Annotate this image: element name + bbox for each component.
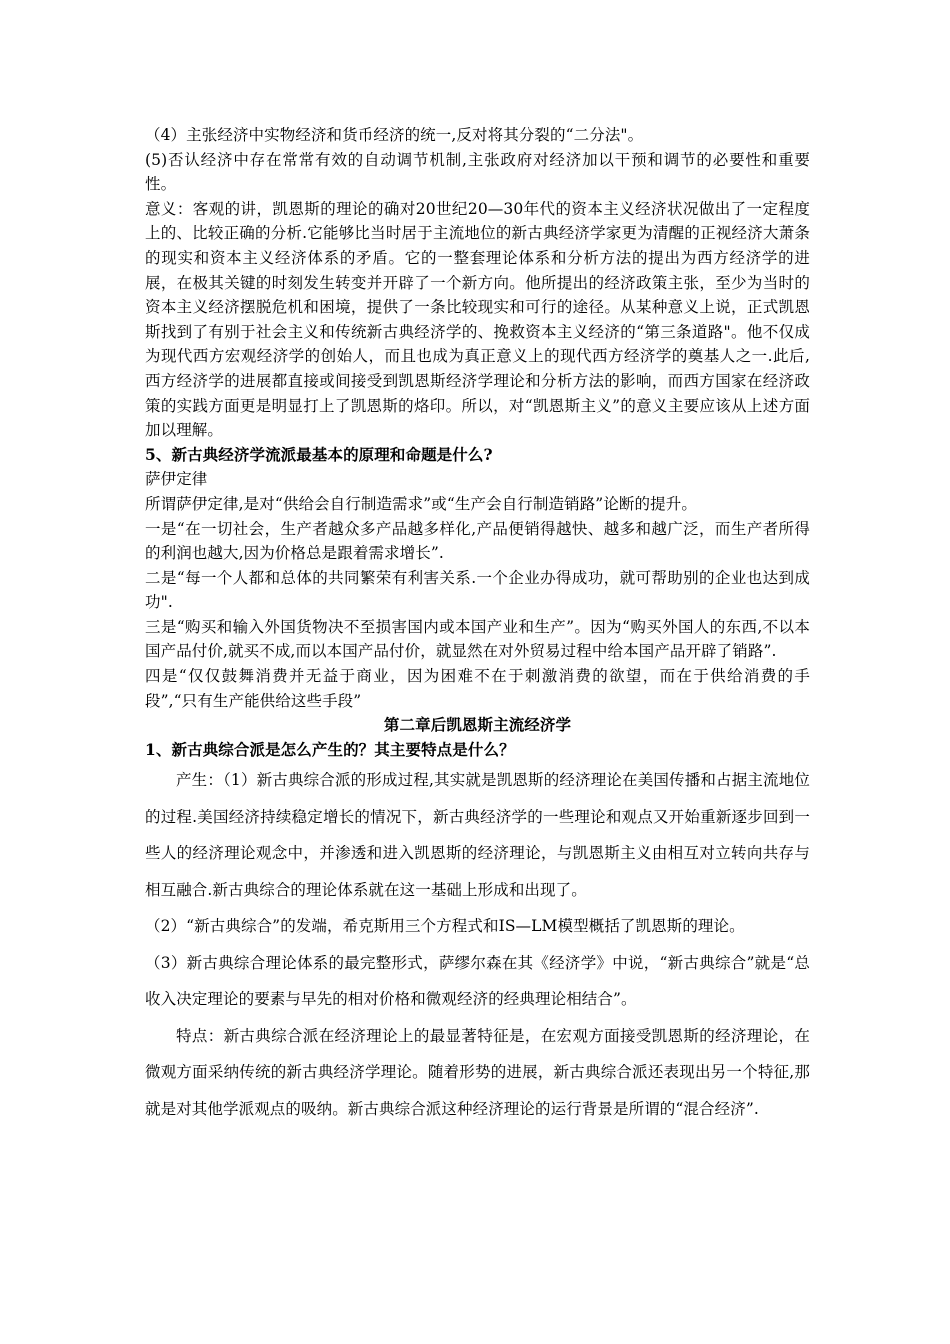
- paragraph-origin: 产生：（1）新古典综合派的形成过程,其实就是凯恩斯的经济理论在美国传播和占据主流地位的过程.美国经济持续稳定增长的情况下，新古典经济学的一些理论和观点又开始重新逐步回到一些人的经济理论观念中，并渗透和进入凯恩斯的经济理论，与凯恩斯主义由相互对立转向共存与相互融合.新古典综合的理论体系就在这一基础上形成和出现了。: [145, 771, 810, 899]
- paragraph-features: 特点：新古典综合派在经济理论上的最显著特征是，在宏观方面接受凯恩斯的经济理论，在微观方面采纳传统的新古典经济学理论。随着形势的进展，新古典综合派还表现出另一个特征,那就是对其他学派观点的吸纳。新古典综合派这种经济理论的运行背景是所谓的“混合经济”.: [145, 1026, 810, 1118]
- say-law-definition: 所谓萨伊定律,是对“供给会自行制造需求”或“生产会自行制造销路”论断的提升。: [145, 494, 697, 513]
- chapter-2-title: 第二章后凯恩斯主流经济学: [383, 715, 572, 735]
- question-5-heading: 5、新古典经济学流派最基本的原理和命题是什么?: [145, 444, 493, 464]
- paragraph-origin-3: （3）新古典综合理论体系的最完整形式，萨缪尔森在其《经济学》中说，“新古典综合”就是“总收入决定理论的要素与早先的相对价格和微观经济的经典理论相结合”。: [145, 953, 810, 1009]
- say-law-point-4: 四是“仅仅鼓舞消费并无益于商业，因为困难不在于刺激消费的欲望，而在于供给消费的手段”,“只有生产能供给这些手段”: [145, 667, 810, 710]
- chapter-2-question-1: 1、新古典综合派是怎么产生的？其主要特点是什么？: [145, 739, 515, 759]
- paragraph-point-4: （4）主张经济中实物经济和货币经济的统一,反对将其分裂的“二分法"。: [145, 126, 644, 144]
- paragraph-point-5: (5)否认经济中存在常常有效的自动调节机制,主张政府对经济加以干预和调节的必要性和重要性。: [145, 150, 810, 194]
- say-law-point-1: 一是“在一切社会，生产者越众多产品越多样化,产品便销得越快、越多和越广泛，而生产者所得的利润也越大,因为价格总是跟着需求增长”.: [145, 519, 810, 563]
- chapter-2-body: [145, 762, 810, 1127]
- paragraph-origin-2: （2）“新古典综合”的发端，希克斯用三个方程式和IS—LM模型概括了凯恩斯的理论。: [145, 917, 745, 936]
- say-law-title: 萨伊定律: [145, 470, 208, 489]
- say-law-point-2: 二是“每一个人都和总体的共同繁荣有利害关系.一个企业办得成功，就可帮助别的企业也达到成功".: [145, 568, 810, 612]
- say-law-point-3: 三是“购买和输入外国货物决不至损害国内或本国产业和生产”。因为“购买外国人的东西,不以本国产品付价,就买不成,而以本国产品付价，就显然在对外贸易过程中给本国产品开辟了销路”.: [145, 617, 810, 661]
- document-page: [145, 123, 810, 1127]
- paragraph-significance: 意义：客观的讲，凯恩斯的理论的确对20世纪20—30年代的资本主义经济状况做出了一定程度上的、比较正确的分析.它能够比当时居于主流地位的新古典经济学家更为清醒的正视经济大萧条的现实和资本主义经济体系的矛盾。它的一整套理论体系和分析方法的提出为西方经济学的进展，在极其关键的时刻发生转变并开辟了一个新方向。他所提出的经济政策主张，至少为当时的资本主义经济摆脱危机和困境，提供了一条比较现实和可行的途径。从某种意义上说，正式凯恩斯找到了有别于社会主义和传统新古典经济学的、挽救资本主义经济的“第三条道路"。他不仅成为现代西方宏观经济学的创始人，而且也成为真正意义上的现代西方经济学的奠基人之一.此后,西方经济学的进展都直接或间接受到凯恩斯经济学理论和分析方法的影响，而西方国家在经济政策的实践方面更是明显打上了凯恩斯的烙印。所以，对“凯恩斯主义”的意义主要应该从上述方面加以理解。: [145, 199, 810, 440]
- top-section: [145, 123, 810, 762]
